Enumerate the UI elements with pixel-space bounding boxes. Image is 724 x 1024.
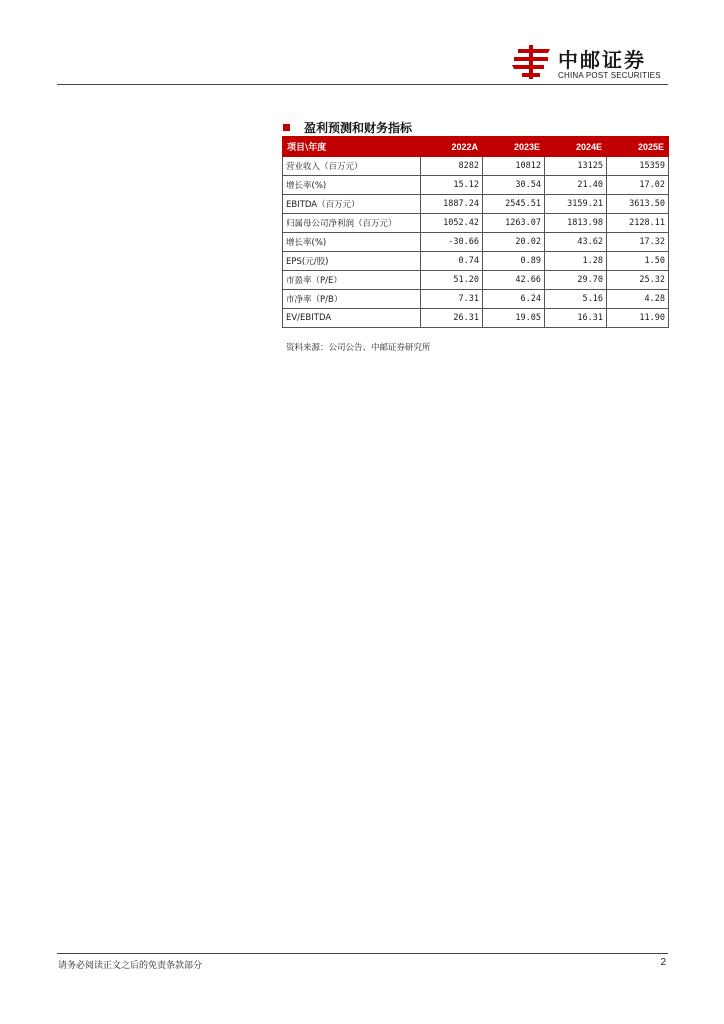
logo-english-name: CHINA POST SECURITIES bbox=[558, 71, 661, 80]
table-cell: 1.28 bbox=[545, 252, 607, 271]
table-cell: 19.05 bbox=[483, 309, 545, 328]
table-row bbox=[283, 195, 669, 214]
table-cell: 1052.42 bbox=[421, 214, 483, 233]
table-cell: 3613.50 bbox=[607, 195, 669, 214]
row-label: 增长率(%) bbox=[283, 176, 421, 195]
page-number: 2 bbox=[660, 957, 666, 968]
table-cell: 42.66 bbox=[483, 271, 545, 290]
table-cell: 51.20 bbox=[421, 271, 483, 290]
table-cell: 15.12 bbox=[421, 176, 483, 195]
table-cell: -30.66 bbox=[421, 233, 483, 252]
table-source-note: 资料来源：公司公告、中邮证券研究所 bbox=[286, 343, 431, 353]
table-cell: 0.74 bbox=[421, 252, 483, 271]
table-cell: 1813.98 bbox=[545, 214, 607, 233]
table-row bbox=[283, 290, 669, 309]
table-row bbox=[283, 214, 669, 233]
row-label: 归属母公司净利润（百万元） bbox=[283, 214, 421, 233]
row-label: 市盈率（P/E） bbox=[283, 271, 421, 290]
column-header: 2024E bbox=[545, 137, 607, 157]
row-label: 市净率（P/B） bbox=[283, 290, 421, 309]
table-cell: 17.32 bbox=[607, 233, 669, 252]
table-cell: 21.40 bbox=[545, 176, 607, 195]
column-header: 2022A bbox=[421, 137, 483, 157]
row-label: EBITDA（百万元） bbox=[283, 195, 421, 214]
footer-disclaimer: 请务必阅读正文之后的免责条款部分 bbox=[58, 961, 203, 971]
table-cell: 1.50 bbox=[607, 252, 669, 271]
table-cell: 10812 bbox=[483, 157, 545, 176]
table-cell: 29.70 bbox=[545, 271, 607, 290]
footer-divider bbox=[57, 953, 668, 954]
table-cell: 17.02 bbox=[607, 176, 669, 195]
bullet-square-icon bbox=[283, 124, 290, 131]
section-title-text: 盈利预测和财务指标 bbox=[304, 121, 413, 135]
table-cell: 8282 bbox=[421, 157, 483, 176]
table-cell: 16.31 bbox=[545, 309, 607, 328]
row-label: 营业收入（百万元） bbox=[283, 157, 421, 176]
table-row bbox=[283, 233, 669, 252]
table-cell: 6.24 bbox=[483, 290, 545, 309]
column-header: 项目\年度 bbox=[283, 137, 421, 157]
company-logo bbox=[512, 44, 672, 84]
table-row bbox=[283, 157, 669, 176]
table-cell: 20.02 bbox=[483, 233, 545, 252]
financial-forecast-table bbox=[282, 136, 669, 328]
table-cell: 1887.24 bbox=[421, 195, 483, 214]
table-cell: 30.54 bbox=[483, 176, 545, 195]
table-cell: 5.16 bbox=[545, 290, 607, 309]
row-label: EPS(元/股) bbox=[283, 252, 421, 271]
table-cell: 11.90 bbox=[607, 309, 669, 328]
china-post-logo-icon bbox=[512, 44, 550, 80]
table-row bbox=[283, 252, 669, 271]
table-row bbox=[283, 271, 669, 290]
table-cell: 2545.51 bbox=[483, 195, 545, 214]
column-header: 2023E bbox=[483, 137, 545, 157]
table-cell: 15359 bbox=[607, 157, 669, 176]
table-cell: 25.32 bbox=[607, 271, 669, 290]
logo-chinese-name: 中邮证券 bbox=[558, 48, 646, 72]
table-cell: 3159.21 bbox=[545, 195, 607, 214]
table-cell: 0.89 bbox=[483, 252, 545, 271]
row-label: EV/EBITDA bbox=[283, 309, 421, 328]
table-cell: 2128.11 bbox=[607, 214, 669, 233]
table-cell: 1263.07 bbox=[483, 214, 545, 233]
row-label: 增长率(%) bbox=[283, 233, 421, 252]
table-cell: 13125 bbox=[545, 157, 607, 176]
table-cell: 26.31 bbox=[421, 309, 483, 328]
table-header-row bbox=[283, 137, 669, 157]
section-title bbox=[283, 119, 412, 136]
column-header: 2025E bbox=[607, 137, 669, 157]
table-cell: 7.31 bbox=[421, 290, 483, 309]
table-cell: 43.62 bbox=[545, 233, 607, 252]
table-row bbox=[283, 309, 669, 328]
table-row bbox=[283, 176, 669, 195]
header-divider bbox=[57, 84, 668, 85]
table-cell: 4.28 bbox=[607, 290, 669, 309]
